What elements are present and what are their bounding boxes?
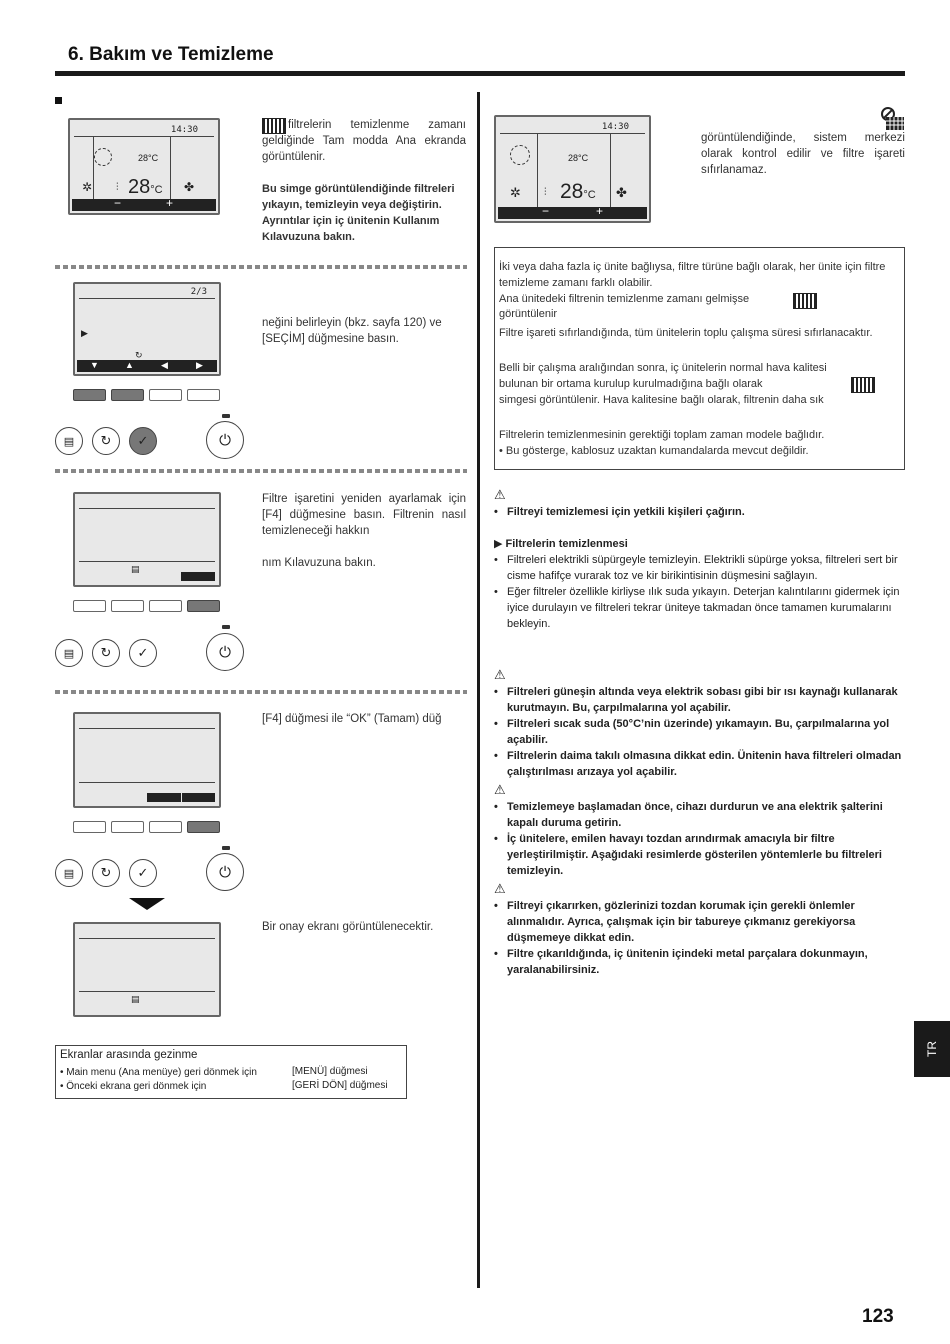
info-line: İki veya daha fazla iç ünite bağlıysa, filtre türüne bağlı olarak, her ünite için filtre temizleme zamanı farklı olabilir. <box>499 261 886 289</box>
confirm-text: Bir onay ekranı görüntülenecektir. <box>262 921 434 933</box>
navigation-box <box>55 1045 407 1099</box>
menu-icon: ▤ <box>63 867 75 880</box>
menu-button[interactable] <box>55 859 83 887</box>
large-temp <box>560 180 596 204</box>
lcd-divider <box>93 136 94 200</box>
power-icon: ⏻ <box>219 431 231 449</box>
nav-row: • Önceki ekrana geri dönmek için <box>60 1081 207 1092</box>
info-box <box>494 247 905 470</box>
return-icon: ↻ <box>100 865 112 880</box>
lcd-divider <box>79 561 215 562</box>
info-line: Filtrelerin temizlenmesinin gerektiği toplam zaman modele bağlıdır. <box>499 429 825 441</box>
thermometer-icon: ⫶ <box>116 182 119 193</box>
step-divider <box>55 265 467 269</box>
warning-item: • Filtrelerin daima takılı olmasına dikkat edin. Ünitenin hava filtreleri olmadan çalıştırılması arızaya yol açabilir. <box>494 748 904 780</box>
warning3-list <box>494 799 904 879</box>
f3-button[interactable] <box>149 600 182 612</box>
nav-row-label: Önceki ekrana geri dönmek için <box>66 1081 207 1092</box>
filter-icon <box>94 148 112 166</box>
lcd-divider <box>74 136 214 137</box>
filter-icon <box>510 145 530 165</box>
language-tab-label: TR <box>925 1041 939 1057</box>
plus-label: + <box>596 204 604 218</box>
return-icon: ↻ <box>100 433 112 448</box>
cleaning-list <box>494 552 904 632</box>
menu-icon: ▤ <box>63 435 75 448</box>
clock-readout: 14:30 <box>170 125 198 135</box>
nav-row-value: [GERİ DÖN] düğmesi <box>292 1080 388 1091</box>
on-off-button[interactable] <box>206 853 244 891</box>
warning-icon: ⚠ <box>494 487 506 502</box>
filter-small-icon: ▤ <box>131 564 140 574</box>
f3-button[interactable] <box>149 389 182 401</box>
up-arrow-icon: ▲ <box>125 360 134 370</box>
title-rule <box>55 71 905 76</box>
lcd-divider <box>79 728 215 729</box>
info-line: simgesi görüntülenir. Hava kalitesine bağlı olarak, filtrenin daha sık <box>499 394 824 406</box>
central-control-text: görüntülendiğinde, sistem merkezi olarak kontrol edilir ve filtre işareti sıfırlanamaz. <box>701 132 905 176</box>
check-icon: ✓ <box>137 645 149 660</box>
lcd-divider <box>79 782 215 783</box>
info-line: Ana ünitedeki filtrenin temizlenme zamanı gelmişse <box>499 293 750 305</box>
filter-info-screen <box>73 282 221 376</box>
snowflake-icon: ✲ <box>510 185 521 200</box>
warning-item: • Filtreleri sıcak suda (50°C’nin üzerinde) yıkamayın. Bu, çarpılmalarına yol açabilir. <box>494 716 904 748</box>
lcd-divider <box>500 133 645 134</box>
central-control-screen <box>494 115 651 223</box>
step-divider <box>55 690 467 694</box>
cursor-icon: ▶ <box>81 328 88 338</box>
f4-button[interactable] <box>187 389 220 401</box>
right-arrow-icon: ▶ <box>196 360 203 370</box>
large-temp-value: 28 <box>128 176 151 198</box>
info-line-text: Bu gösterge, kablosuz uzaktan kumandalarda mevcut değildir. <box>505 445 809 457</box>
warning-item: • Filtreyi temizlemesi için yetkili kişileri çağırın. <box>494 504 904 520</box>
f4-indicator <box>181 572 215 581</box>
nav-row: • Main menu (Ana menüye) geri dönmek için <box>60 1067 257 1078</box>
nav-row-value: [MENÜ] düğmesi <box>292 1066 368 1077</box>
lcd-divider <box>79 298 215 299</box>
fan-icon: ✤ <box>184 180 195 194</box>
column-divider <box>477 92 480 1288</box>
warning-icon: ⚠ <box>494 881 506 896</box>
warning-icon: ⚠ <box>494 782 506 797</box>
filter-small-icon: ▤ <box>131 994 140 1004</box>
snowflake-icon: ✲ <box>82 180 93 194</box>
select-button[interactable] <box>129 427 157 455</box>
step2-text: neğini belirleyin (bkz. sayfa 120) ve [SEÇİM] düğmesine basın. <box>262 317 442 345</box>
f1-button[interactable] <box>73 389 106 401</box>
menu-icon: ▤ <box>63 647 75 660</box>
info-line: • Bu gösterge, kablosuz uzaktan kumandalarda mevcut değildir. <box>499 445 809 457</box>
thermometer-icon: ⫶ <box>544 187 547 198</box>
warning2-list <box>494 684 904 780</box>
f4-indicator <box>182 793 215 802</box>
large-temp-unit: °C <box>583 189 596 201</box>
large-temp-unit: °C <box>150 184 163 196</box>
lcd-divider <box>79 991 215 992</box>
f1-button[interactable] <box>73 600 106 612</box>
f4-button[interactable] <box>187 821 220 833</box>
filter-grid-icon <box>793 293 817 309</box>
small-temp: 28°C <box>138 153 159 163</box>
warning-icon: ⚠ <box>494 667 506 682</box>
power-icon: ⏻ <box>219 643 231 661</box>
page-number: 123 <box>862 1306 894 1327</box>
clock-readout: 14:30 <box>601 122 629 132</box>
cleaning-heading-text: Filtrelerin temizlenmesi <box>505 538 628 550</box>
next-arrow-icon <box>129 898 165 910</box>
f2-button[interactable] <box>111 600 144 612</box>
warning-item: • Temizlemeye başlamadan önce, cihazı durdurun ve ana elektrik şalterini kapalı duruma getirin. <box>494 799 904 831</box>
nav-title: Ekranlar arasında gezinme <box>60 1049 198 1061</box>
filter-grid-icon <box>851 377 875 393</box>
power-led <box>222 414 230 418</box>
lcd-divider <box>610 133 611 207</box>
step3-text: Filtre işaretini yeniden ayarlamak için [F4] düğmesine basın. Filtrenin nasıl temizleneceği hakkın <box>262 493 466 537</box>
step1-note: Bu simge görüntülendiğinde filtreleri yıkayın, temizleyin veya değiştirin. Ayrıntılar için iç ünitenin Kullanım Kılavuzuna bakın. <box>262 183 455 243</box>
f3-indicator <box>147 793 181 802</box>
f1-button[interactable] <box>73 821 106 833</box>
cleaning-item: • Filtreleri elektrikli süpürgeyle temizleyin. Elektrikli süpürge yoksa, filtreleri sert bir cisme hafifçe vurarak toz ve kir birikintisinin düşmesini sağlayın. <box>494 552 904 584</box>
warning-item: • Filtreyi çıkarırken, gözlerinizi tozdan korumak için gerekli önlemler alınmalıdır. Ayrıca, çalışmak için bir tabureye çıkmanız gerekiyorsa düşmemeye dikkat edin. <box>494 898 904 946</box>
central-control-filter-icon <box>880 106 906 132</box>
down-arrow-icon: ▼ <box>90 360 99 370</box>
menu-button[interactable] <box>55 427 83 455</box>
cleaning-item: • Eğer filtreler özellikle kirliyse ılık suda yıkayın. Deterjan kalıntılarını gidermek için iyice durulayın ve filtreleri tekrar üniteye takmadan önce tamamen kurumalarını bekleyin. <box>494 584 904 632</box>
menu-button[interactable] <box>55 639 83 667</box>
f2-button[interactable] <box>111 389 144 401</box>
return-icon: ↻ <box>100 645 112 660</box>
return-button[interactable] <box>92 427 120 455</box>
small-temp: 28°C <box>568 153 589 163</box>
page-indicator: 2/3 <box>190 287 207 297</box>
filter-reset-screen <box>73 492 221 587</box>
return-button[interactable] <box>92 639 120 667</box>
warning4-list <box>494 898 904 978</box>
info-line: Filtre işareti sıfırlandığında, tüm ünitelerin toplu çalışma süresi sıfırlanacaktır. <box>499 327 873 339</box>
function-bar <box>498 204 647 219</box>
check-icon: ✓ <box>137 433 149 448</box>
minus-label: − <box>542 204 550 218</box>
warning-item: • İç ünitelere, emilen havayı tozdan arındırmak amacıyla bir filtre yerleştirilmiştir. Aşağıdaki resimlerde gösterilen yöntemlerle bu filtreleri temizleyin. <box>494 831 904 879</box>
confirmation-screen <box>73 922 221 1017</box>
step-divider <box>55 469 467 473</box>
left-arrow-icon: ◀ <box>161 360 168 370</box>
lcd-divider <box>79 938 215 939</box>
main-screen-display <box>68 118 220 215</box>
nav-row-label: Main menu (Ana menüye) geri dönmek için <box>66 1067 257 1078</box>
power-led <box>222 625 230 629</box>
confirm-ok-screen <box>73 712 221 808</box>
step3-text-b: nım Kılavuzuna bakın. <box>262 557 376 569</box>
info-line: Belli bir çalışma aralığından sonra, iç ünitelerin normal hava kalitesi bulunan bir ortama kurulup kurulmadığına bağlı olarak <box>499 362 827 390</box>
power-led <box>222 846 230 850</box>
minus-label: − <box>114 196 122 210</box>
lcd-divider <box>79 508 215 509</box>
large-temp-value: 28 <box>560 180 584 203</box>
f4-button[interactable] <box>187 600 220 612</box>
cleaning-heading: ▶ Filtrelerin temizlenmesi <box>494 538 628 550</box>
return-icon: ↻ <box>135 350 143 360</box>
info-line: görüntülenir <box>499 308 558 320</box>
fan-icon: ✤ <box>616 185 627 200</box>
warning1-list <box>494 504 904 520</box>
on-off-button[interactable] <box>206 633 244 671</box>
step4-text: [F4] düğmesi ile “OK” (Tamam) düğ <box>262 713 442 725</box>
lcd-divider <box>537 133 538 207</box>
lcd-divider <box>170 136 171 200</box>
f3-button[interactable] <box>149 821 182 833</box>
page-title: 6. Bakım ve Temizleme <box>68 44 274 65</box>
function-bar <box>77 360 217 372</box>
check-icon: ✓ <box>137 865 149 880</box>
function-bar <box>72 196 216 211</box>
return-button[interactable] <box>92 859 120 887</box>
plus-label: + <box>166 196 174 210</box>
language-tab <box>914 1021 950 1077</box>
large-temp <box>128 176 163 199</box>
f2-button[interactable] <box>111 821 144 833</box>
step1-text: filtrelerin temizlenme zamanı geldiğinde Tam modda Ana ekranda görüntülenir. <box>262 119 466 163</box>
section-bullet <box>55 97 62 104</box>
warning-item: • Filtre çıkarıldığında, iç ünitenin içindeki metal parçalara dokunmayın, yaralanabilirsiniz. <box>494 946 904 978</box>
warning-item: • Filtreleri güneşin altında veya elektrik sobası gibi bir ısı kaynağı kullanarak kurutmayın. Bu, çarpılmalarına yol açabilir. <box>494 684 904 716</box>
select-button[interactable] <box>129 859 157 887</box>
power-icon: ⏻ <box>219 863 231 881</box>
on-off-button[interactable] <box>206 421 244 459</box>
select-button[interactable] <box>129 639 157 667</box>
